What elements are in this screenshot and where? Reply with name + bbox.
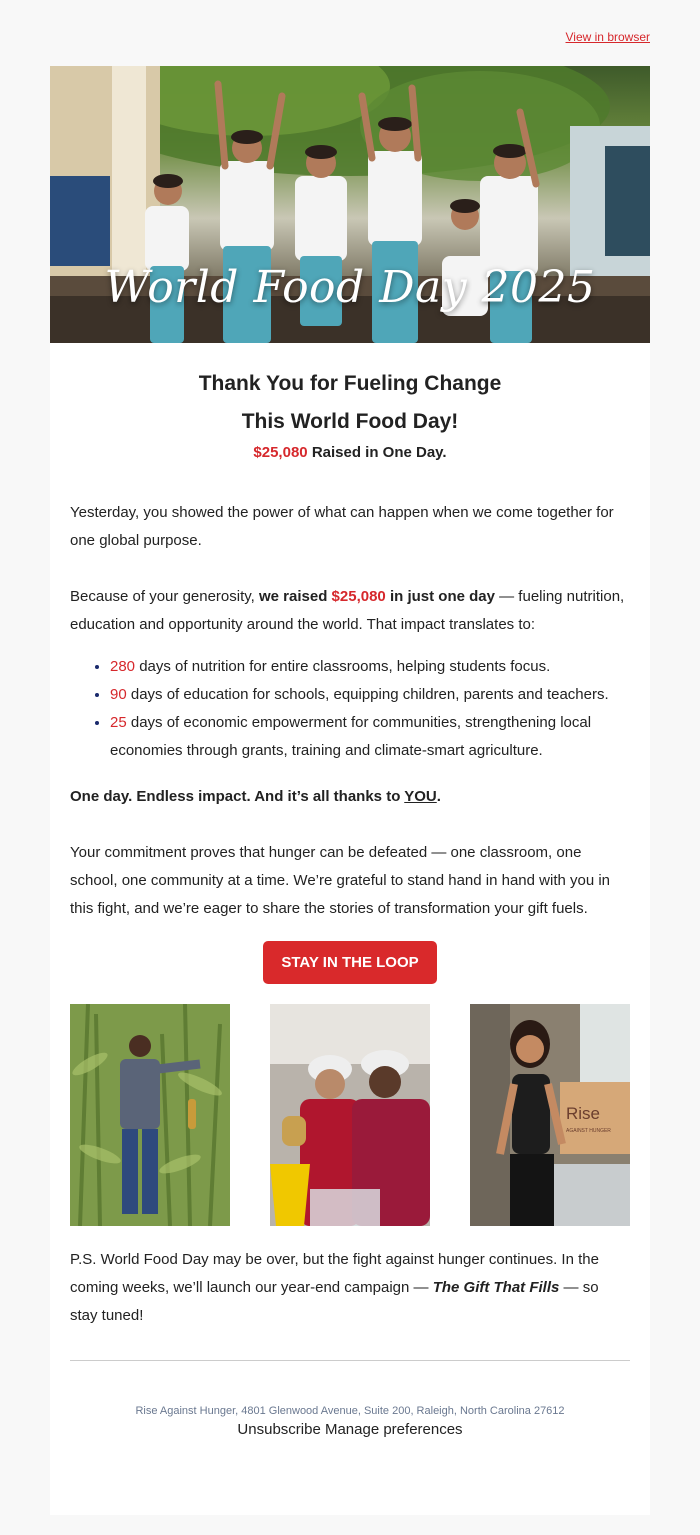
volunteers-packing-photo: [270, 1004, 430, 1226]
impact-text: days of education for schools, equipping children, parents and teachers.: [126, 686, 609, 703]
ps-text: P.S. World Food Day may be over, but the fight against hunger continues. In the coming weeks, we’ll launch our year-end campaign —: [70, 1251, 599, 1296]
view-in-browser-link[interactable]: View in browser: [565, 30, 650, 44]
photo-row: [70, 1004, 630, 1226]
list-item: [110, 681, 630, 709]
footer-links: [70, 1421, 630, 1438]
top-bar: [0, 0, 700, 66]
closing-text: One day. Endless impact. And it’s all thanks to: [70, 788, 405, 805]
impact-text: days of nutrition for entire classrooms, helping students focus.: [135, 658, 551, 675]
stay-in-the-loop-button[interactable]: STAY IN THE LOOP: [263, 941, 437, 984]
footer-address: Rise Against Hunger, 4801 Glenwood Avenue, Suite 200, Raleigh, North Carolina 27612: [135, 1405, 565, 1417]
closing-line: [70, 783, 630, 811]
closing-you: YOU: [404, 788, 437, 805]
hero-title: World Food Day 2025: [104, 262, 596, 313]
generosity-bold-end: in just one day: [385, 588, 495, 605]
box-brand-text: Rise: [566, 1104, 601, 1123]
impact-number: 280: [110, 658, 136, 675]
headline-line-2: This World Food Day!: [241, 410, 459, 433]
woman-with-box-photo: [470, 1004, 630, 1226]
intro-paragraph: Yesterday, you showed the power of what can happen when we come together for one global purpose.: [70, 504, 614, 549]
generosity-amount: $25,080: [331, 588, 386, 605]
headline-line-1: Thank You for Fueling Change: [198, 372, 502, 395]
closing-end: .: [436, 788, 441, 805]
raised-summary: [70, 444, 630, 461]
unsubscribe-link[interactable]: Unsubscribe: [237, 1421, 321, 1438]
page-title: [70, 365, 630, 441]
ps-end: — so stay tuned!: [70, 1279, 599, 1324]
generosity-rest: — fueling nutrition, education and opportunity around the world. That impact translates to:: [70, 588, 625, 633]
footer-divider: [70, 1360, 630, 1361]
impact-number: 90: [110, 686, 127, 703]
impact-text: days of economic empowerment for communities, strengthening local economies through grants, training and climate-smart agriculture.: [110, 714, 592, 759]
impact-number: 25: [110, 714, 127, 731]
box-brand-subtext: AGAINST HUNGER: [566, 1128, 611, 1134]
list-item: [110, 709, 630, 765]
manage-preferences-link[interactable]: Manage preferences: [324, 1421, 463, 1438]
farmer-cornfield-photo: [70, 1004, 230, 1226]
cta-wrapper: [70, 941, 630, 984]
email-content: [50, 365, 650, 1438]
raised-amount: $25,080: [253, 444, 308, 461]
email-card: [50, 66, 650, 1515]
commitment-paragraph: Your commitment proves that hunger can be defeated — one classroom, one school, one community at a time. We’re grateful to stand hand in hand with you in this fight, and we’re eager to share the stories of transformation your gift fuels.: [70, 844, 611, 917]
ps-paragraph: [70, 1246, 630, 1330]
raised-suffix: Raised in One Day.: [311, 444, 447, 461]
footer: [70, 1405, 630, 1438]
generosity-intro: Because of your generosity,: [70, 588, 259, 605]
list-item: [110, 653, 630, 681]
impact-list: [70, 653, 630, 765]
generosity-bold-start: we raised: [259, 588, 332, 605]
hero-banner: [50, 66, 650, 343]
ps-campaign: The Gift That Fills: [432, 1279, 560, 1296]
generosity-paragraph: [70, 583, 630, 639]
